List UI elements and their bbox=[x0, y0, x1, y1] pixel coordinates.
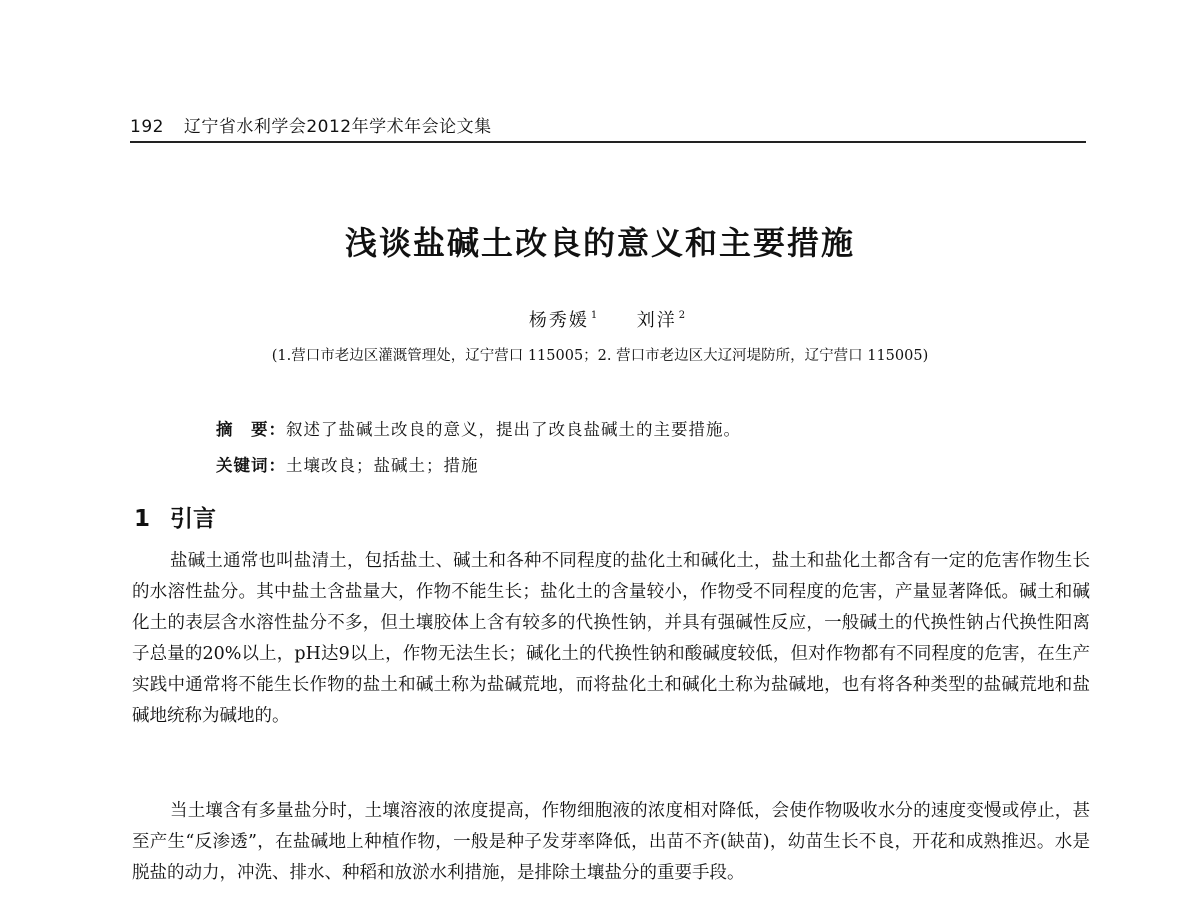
author-name: 刘洋 bbox=[636, 310, 677, 331]
author-name: 杨秀媛 bbox=[528, 310, 589, 331]
keywords-label: 关键词： bbox=[216, 456, 286, 475]
author-list bbox=[0, 306, 1200, 332]
body-paragraph: 当土壤含有多量盐分时，土壤溶液的浓度提高，作物细胞液的浓度相对降低，会使作物吸收水分的速度变慢或停止，甚至产生“反渗透”，在盐碱地上种植作物，一般是种子发芽率降低，出苗不齐(缺苗)，幼苗生长不良，开花和成熟推迟。水是脱盐的动力，冲洗、排水、种稻和放淤水利措施，是排除土壤盐分的重要手段。 bbox=[132, 801, 1090, 883]
abstract-text: 叙述了盐碱土改良的意义，提出了改良盐碱土的主要措施。 bbox=[286, 420, 741, 439]
abstract-label: 摘 要： bbox=[216, 420, 286, 439]
abstract bbox=[216, 416, 741, 440]
keywords bbox=[216, 452, 479, 476]
keywords-text: 土壤改良；盐碱土；措施 bbox=[286, 456, 479, 475]
paper-title: 浅谈盐碱土改良的意义和主要措施 bbox=[344, 224, 855, 262]
journal-name: 辽宁省水利学会2012年学术年会论文集 bbox=[183, 117, 492, 137]
running-header bbox=[130, 112, 1086, 143]
body-paragraph: 盐碱土通常也叫盐清土，包括盐土、碱土和各种不同程度的盐化土和碱化土，盐土和盐化土都含有一定的危害作物生长的水溶性盐分。其中盐土含盐量大，作物不能生长；盐化土的含量较小，作物受不同程度的危害，产量显著降低。碱土和碱化土的表层含水溶性盐分不多，但土壤胶体上含有较多的代换性钠，并具有强碱性反应，一般碱土的代换性钠占代换性阳离子总量的20%以上，pH达9以上，作物无法生长；碱化土的代换性钠和酸碱度较低，但对作物都有不同程度的危害，在生产实践中通常将不能生长作物的盐土和碱土称为盐碱荒地，而将盐化土和碱化土称为盐碱地，也有将各种类型的盐碱荒地和盐碱地统称为碱地的。 bbox=[132, 551, 1090, 726]
section-title: 引言 bbox=[170, 506, 217, 532]
section-heading bbox=[134, 500, 216, 533]
author-affil-mark: 1 bbox=[590, 310, 600, 321]
author-affil-mark: 2 bbox=[678, 310, 688, 321]
affiliations: (1.营口市老边区灌溉管理处，辽宁营口 115005；2. 营口市老边区大辽河堤防所，辽宁营口 115005) bbox=[271, 348, 929, 364]
page-number: 192 bbox=[130, 117, 164, 137]
section-number: 1 bbox=[134, 506, 151, 532]
